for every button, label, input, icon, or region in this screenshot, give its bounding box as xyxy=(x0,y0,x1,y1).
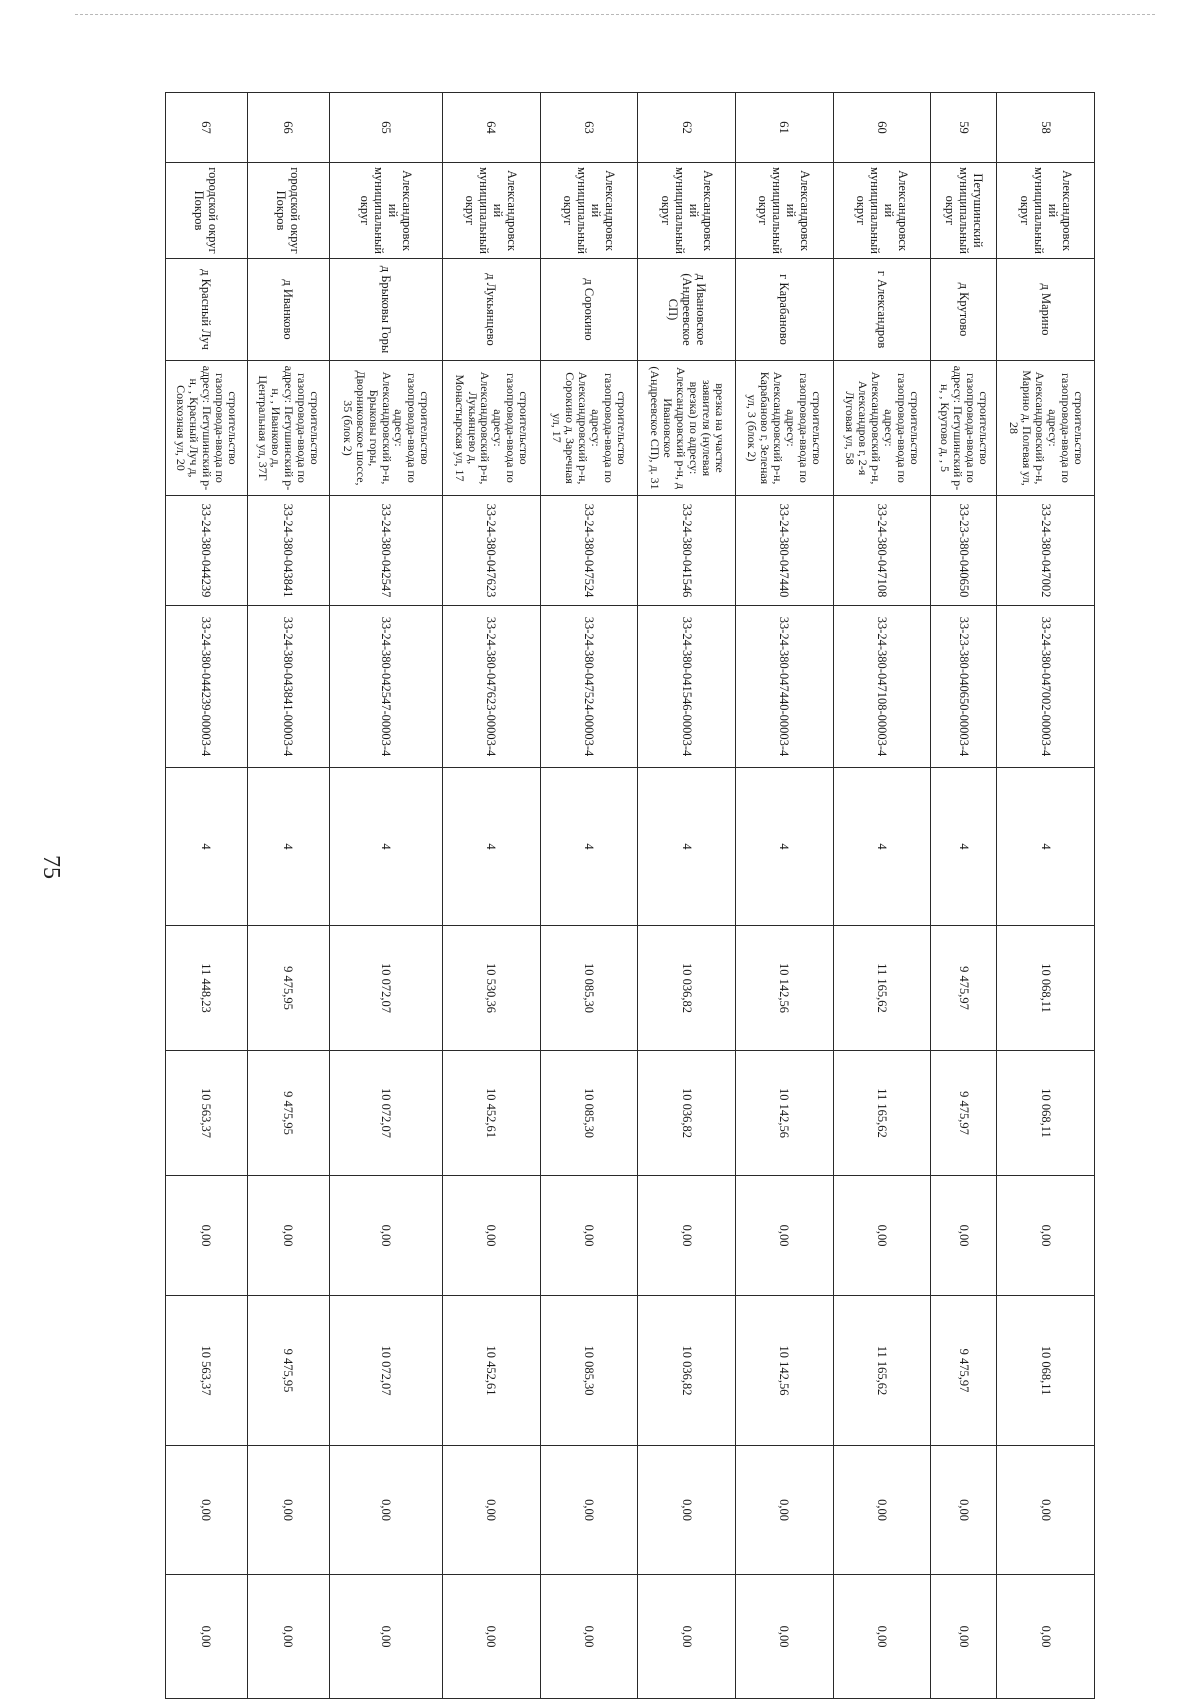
category-cell: 4 xyxy=(443,768,541,926)
row-number: 59 xyxy=(931,93,997,163)
gas-connection-table xyxy=(165,92,1095,1699)
page-number: 75 xyxy=(38,855,64,879)
amount-cell-5: 0,00 xyxy=(248,1446,330,1575)
district-cell: городской округ Покров xyxy=(248,163,330,259)
settlement-cell: д Крутово xyxy=(931,259,997,361)
amount-cell-5: 0,00 xyxy=(833,1446,931,1575)
table-row xyxy=(329,93,442,1699)
request-number-cell: 33-24-380-047108-00003-4 xyxy=(833,606,931,768)
amount-cell-2: 10 142,56 xyxy=(735,1051,833,1176)
amount-cell-6: 0,00 xyxy=(248,1575,330,1699)
amount-cell-1: 11 448,23 xyxy=(166,926,248,1051)
category-cell: 4 xyxy=(540,768,638,926)
table-row xyxy=(166,93,248,1699)
amount-cell-1: 10 036,82 xyxy=(638,926,736,1051)
request-number-cell: 33-24-380-047524-00003-4 xyxy=(540,606,638,768)
table-row xyxy=(931,93,997,1699)
amount-cell-1: 10 072,07 xyxy=(329,926,442,1051)
amount-cell-4: 10 085,30 xyxy=(540,1296,638,1446)
request-number-cell: 33-24-380-047440-00003-4 xyxy=(735,606,833,768)
work-description-cell: строительство газопровода-ввода по адресу: Александровский р-н, Лукьянцево д, Монастырская ул, 17 xyxy=(443,361,541,496)
cadastre-cell: 33-24-380-044239 xyxy=(166,496,248,606)
amount-cell-2: 9 475,95 xyxy=(248,1051,330,1176)
amount-cell-6: 0,00 xyxy=(638,1575,736,1699)
amount-cell-2: 10 072,07 xyxy=(329,1051,442,1176)
request-number-cell: 33-24-380-042547-00003-4 xyxy=(329,606,442,768)
cadastre-cell: 33-24-380-047108 xyxy=(833,496,931,606)
cadastre-cell: 33-24-380-042547 xyxy=(329,496,442,606)
settlement-cell: д Сорокино xyxy=(540,259,638,361)
row-number: 60 xyxy=(833,93,931,163)
amount-cell-6: 0,00 xyxy=(166,1575,248,1699)
amount-cell-2: 10 452,61 xyxy=(443,1051,541,1176)
row-number: 64 xyxy=(443,93,541,163)
table-row xyxy=(540,93,638,1699)
amount-cell-5: 0,00 xyxy=(540,1446,638,1575)
table-row xyxy=(833,93,931,1699)
amount-cell-2: 10 563,37 xyxy=(166,1051,248,1176)
settlement-cell: д Лукьянцево xyxy=(443,259,541,361)
request-number-cell: 33-24-380-047623-00003-4 xyxy=(443,606,541,768)
amount-cell-5: 0,00 xyxy=(443,1446,541,1575)
row-number: 65 xyxy=(329,93,442,163)
amount-cell-3: 0,00 xyxy=(931,1176,997,1296)
amount-cell-4: 10 068,11 xyxy=(997,1296,1095,1446)
amount-cell-5: 0,00 xyxy=(997,1446,1095,1575)
amount-cell-1: 9 475,95 xyxy=(248,926,330,1051)
amount-cell-3: 0,00 xyxy=(540,1176,638,1296)
amount-cell-4: 10 072,07 xyxy=(329,1296,442,1446)
category-cell: 4 xyxy=(833,768,931,926)
work-description-cell: строительство газопровода-ввода по адресу: Александровский р-н, Марино д, Полевая ул, 28 xyxy=(997,361,1095,496)
amount-cell-6: 0,00 xyxy=(833,1575,931,1699)
category-cell: 4 xyxy=(166,768,248,926)
category-cell: 4 xyxy=(997,768,1095,926)
amount-cell-3: 0,00 xyxy=(166,1176,248,1296)
amount-cell-6: 0,00 xyxy=(329,1575,442,1699)
row-number: 62 xyxy=(638,93,736,163)
work-description-cell: строительство газопровода-ввода по адресу: Александровский р-н, Сорокино д, Заречная ул, 17 xyxy=(540,361,638,496)
table-row xyxy=(248,93,330,1699)
request-number-cell: 33-24-380-041546-00003-4 xyxy=(638,606,736,768)
amount-cell-5: 0,00 xyxy=(166,1446,248,1575)
amount-cell-4: 10 036,82 xyxy=(638,1296,736,1446)
settlement-cell: д Иванково xyxy=(248,259,330,361)
work-description-cell: строительство газопровода-ввода по адресу: Александровский р-н, Александров г, 2-я Луговая ул, 58 xyxy=(833,361,931,496)
district-cell: Александровск ий муниципальный округ xyxy=(638,163,736,259)
category-cell: 4 xyxy=(248,768,330,926)
work-description-cell: строительство газопровода-ввода по адресу: Петушинский р-н, , Иванково д, Центральная ул, 37Г xyxy=(248,361,330,496)
row-number: 58 xyxy=(997,93,1095,163)
settlement-cell: д Красный Луч xyxy=(166,259,248,361)
amount-cell-5: 0,00 xyxy=(931,1446,997,1575)
district-cell: Александровск ий муниципальный округ xyxy=(997,163,1095,259)
amount-cell-3: 0,00 xyxy=(443,1176,541,1296)
amount-cell-3: 0,00 xyxy=(735,1176,833,1296)
request-number-cell: 33-24-380-043841-00003-4 xyxy=(248,606,330,768)
district-cell: Александровск ий муниципальный округ xyxy=(329,163,442,259)
amount-cell-6: 0,00 xyxy=(540,1575,638,1699)
district-cell: Александровск ий муниципальный округ xyxy=(540,163,638,259)
district-cell: Александровск ий муниципальный округ xyxy=(735,163,833,259)
cadastre-cell: 33-24-380-041546 xyxy=(638,496,736,606)
amount-cell-1: 10 142,56 xyxy=(735,926,833,1051)
cadastre-cell: 33-24-380-047524 xyxy=(540,496,638,606)
settlement-cell: д Брыковы Горы xyxy=(329,259,442,361)
amount-cell-2: 10 085,30 xyxy=(540,1051,638,1176)
amount-cell-6: 0,00 xyxy=(931,1575,997,1699)
cadastre-cell: 33-24-380-043841 xyxy=(248,496,330,606)
amount-cell-2: 10 068,11 xyxy=(997,1051,1095,1176)
settlement-cell: г Карабаново xyxy=(735,259,833,361)
category-cell: 4 xyxy=(638,768,736,926)
row-number: 66 xyxy=(248,93,330,163)
work-description-cell: врезка на участке заявителя (нулевая врезка) по адресу: Александровский р-н, д Ивановское (Андреевское СП), д. 31 xyxy=(638,361,736,496)
district-cell: Александровск ий муниципальный округ xyxy=(833,163,931,259)
amount-cell-5: 0,00 xyxy=(735,1446,833,1575)
amount-cell-6: 0,00 xyxy=(997,1575,1095,1699)
amount-cell-4: 10 452,61 xyxy=(443,1296,541,1446)
cadastre-cell: 33-23-380-040650 xyxy=(931,496,997,606)
work-description-cell: строительство газопровода-ввода по адресу: Александровский р-н, Брыковы горы, Дворниковское шоссе, 35 (блок 2) xyxy=(329,361,442,496)
cadastre-cell: 33-24-380-047623 xyxy=(443,496,541,606)
amount-cell-2: 9 475,97 xyxy=(931,1051,997,1176)
district-cell: Александровск ий муниципальный округ xyxy=(443,163,541,259)
district-cell: городской округ Покров xyxy=(166,163,248,259)
amount-cell-6: 0,00 xyxy=(443,1575,541,1699)
work-description-cell: строительство газопровода-ввода по адресу: Петушинский р-н, , Крутово д, , 5 xyxy=(931,361,997,496)
table-container xyxy=(165,92,1095,1648)
work-description-cell: строительство газопровода-ввода по адресу: Александровский р-н, Карабаново г, Зеленая ул, 3 (блок 2) xyxy=(735,361,833,496)
work-description-cell: строительство газопровода-ввода по адресу: Петушинский р-н, , Красный Луч д, Совхозная ул, 20 xyxy=(166,361,248,496)
request-number-cell: 33-23-380-040650-00003-4 xyxy=(931,606,997,768)
amount-cell-2: 10 036,82 xyxy=(638,1051,736,1176)
row-number: 67 xyxy=(166,93,248,163)
amount-cell-5: 0,00 xyxy=(638,1446,736,1575)
rotated-table-frame xyxy=(165,92,1095,1648)
table-row xyxy=(735,93,833,1699)
amount-cell-1: 10 085,30 xyxy=(540,926,638,1051)
amount-cell-1: 10 068,11 xyxy=(997,926,1095,1051)
amount-cell-6: 0,00 xyxy=(735,1575,833,1699)
table-row xyxy=(638,93,736,1699)
amount-cell-3: 0,00 xyxy=(833,1176,931,1296)
cadastre-cell: 33-24-380-047002 xyxy=(997,496,1095,606)
settlement-cell: д Марино xyxy=(997,259,1095,361)
amount-cell-5: 0,00 xyxy=(329,1446,442,1575)
request-number-cell: 33-24-380-047002-00003-4 xyxy=(997,606,1095,768)
amount-cell-1: 10 530,36 xyxy=(443,926,541,1051)
settlement-cell: д Ивановское (Андреевское СП) xyxy=(638,259,736,361)
top-scan-line xyxy=(75,14,1155,15)
amount-cell-4: 9 475,97 xyxy=(931,1296,997,1446)
amount-cell-1: 11 165,62 xyxy=(833,926,931,1051)
category-cell: 4 xyxy=(735,768,833,926)
amount-cell-3: 0,00 xyxy=(248,1176,330,1296)
row-number: 63 xyxy=(540,93,638,163)
amount-cell-4: 10 563,37 xyxy=(166,1296,248,1446)
amount-cell-1: 9 475,97 xyxy=(931,926,997,1051)
amount-cell-3: 0,00 xyxy=(997,1176,1095,1296)
row-number: 61 xyxy=(735,93,833,163)
amount-cell-3: 0,00 xyxy=(638,1176,736,1296)
amount-cell-2: 11 165,62 xyxy=(833,1051,931,1176)
amount-cell-4: 11 165,62 xyxy=(833,1296,931,1446)
amount-cell-4: 10 142,56 xyxy=(735,1296,833,1446)
table-row xyxy=(443,93,541,1699)
category-cell: 4 xyxy=(931,768,997,926)
category-cell: 4 xyxy=(329,768,442,926)
settlement-cell: г Александров xyxy=(833,259,931,361)
district-cell: Петушинский муниципальный округ xyxy=(931,163,997,259)
cadastre-cell: 33-24-380-047440 xyxy=(735,496,833,606)
table-row xyxy=(997,93,1095,1699)
request-number-cell: 33-24-380-044239-00003-4 xyxy=(166,606,248,768)
amount-cell-4: 9 475,95 xyxy=(248,1296,330,1446)
amount-cell-3: 0,00 xyxy=(329,1176,442,1296)
